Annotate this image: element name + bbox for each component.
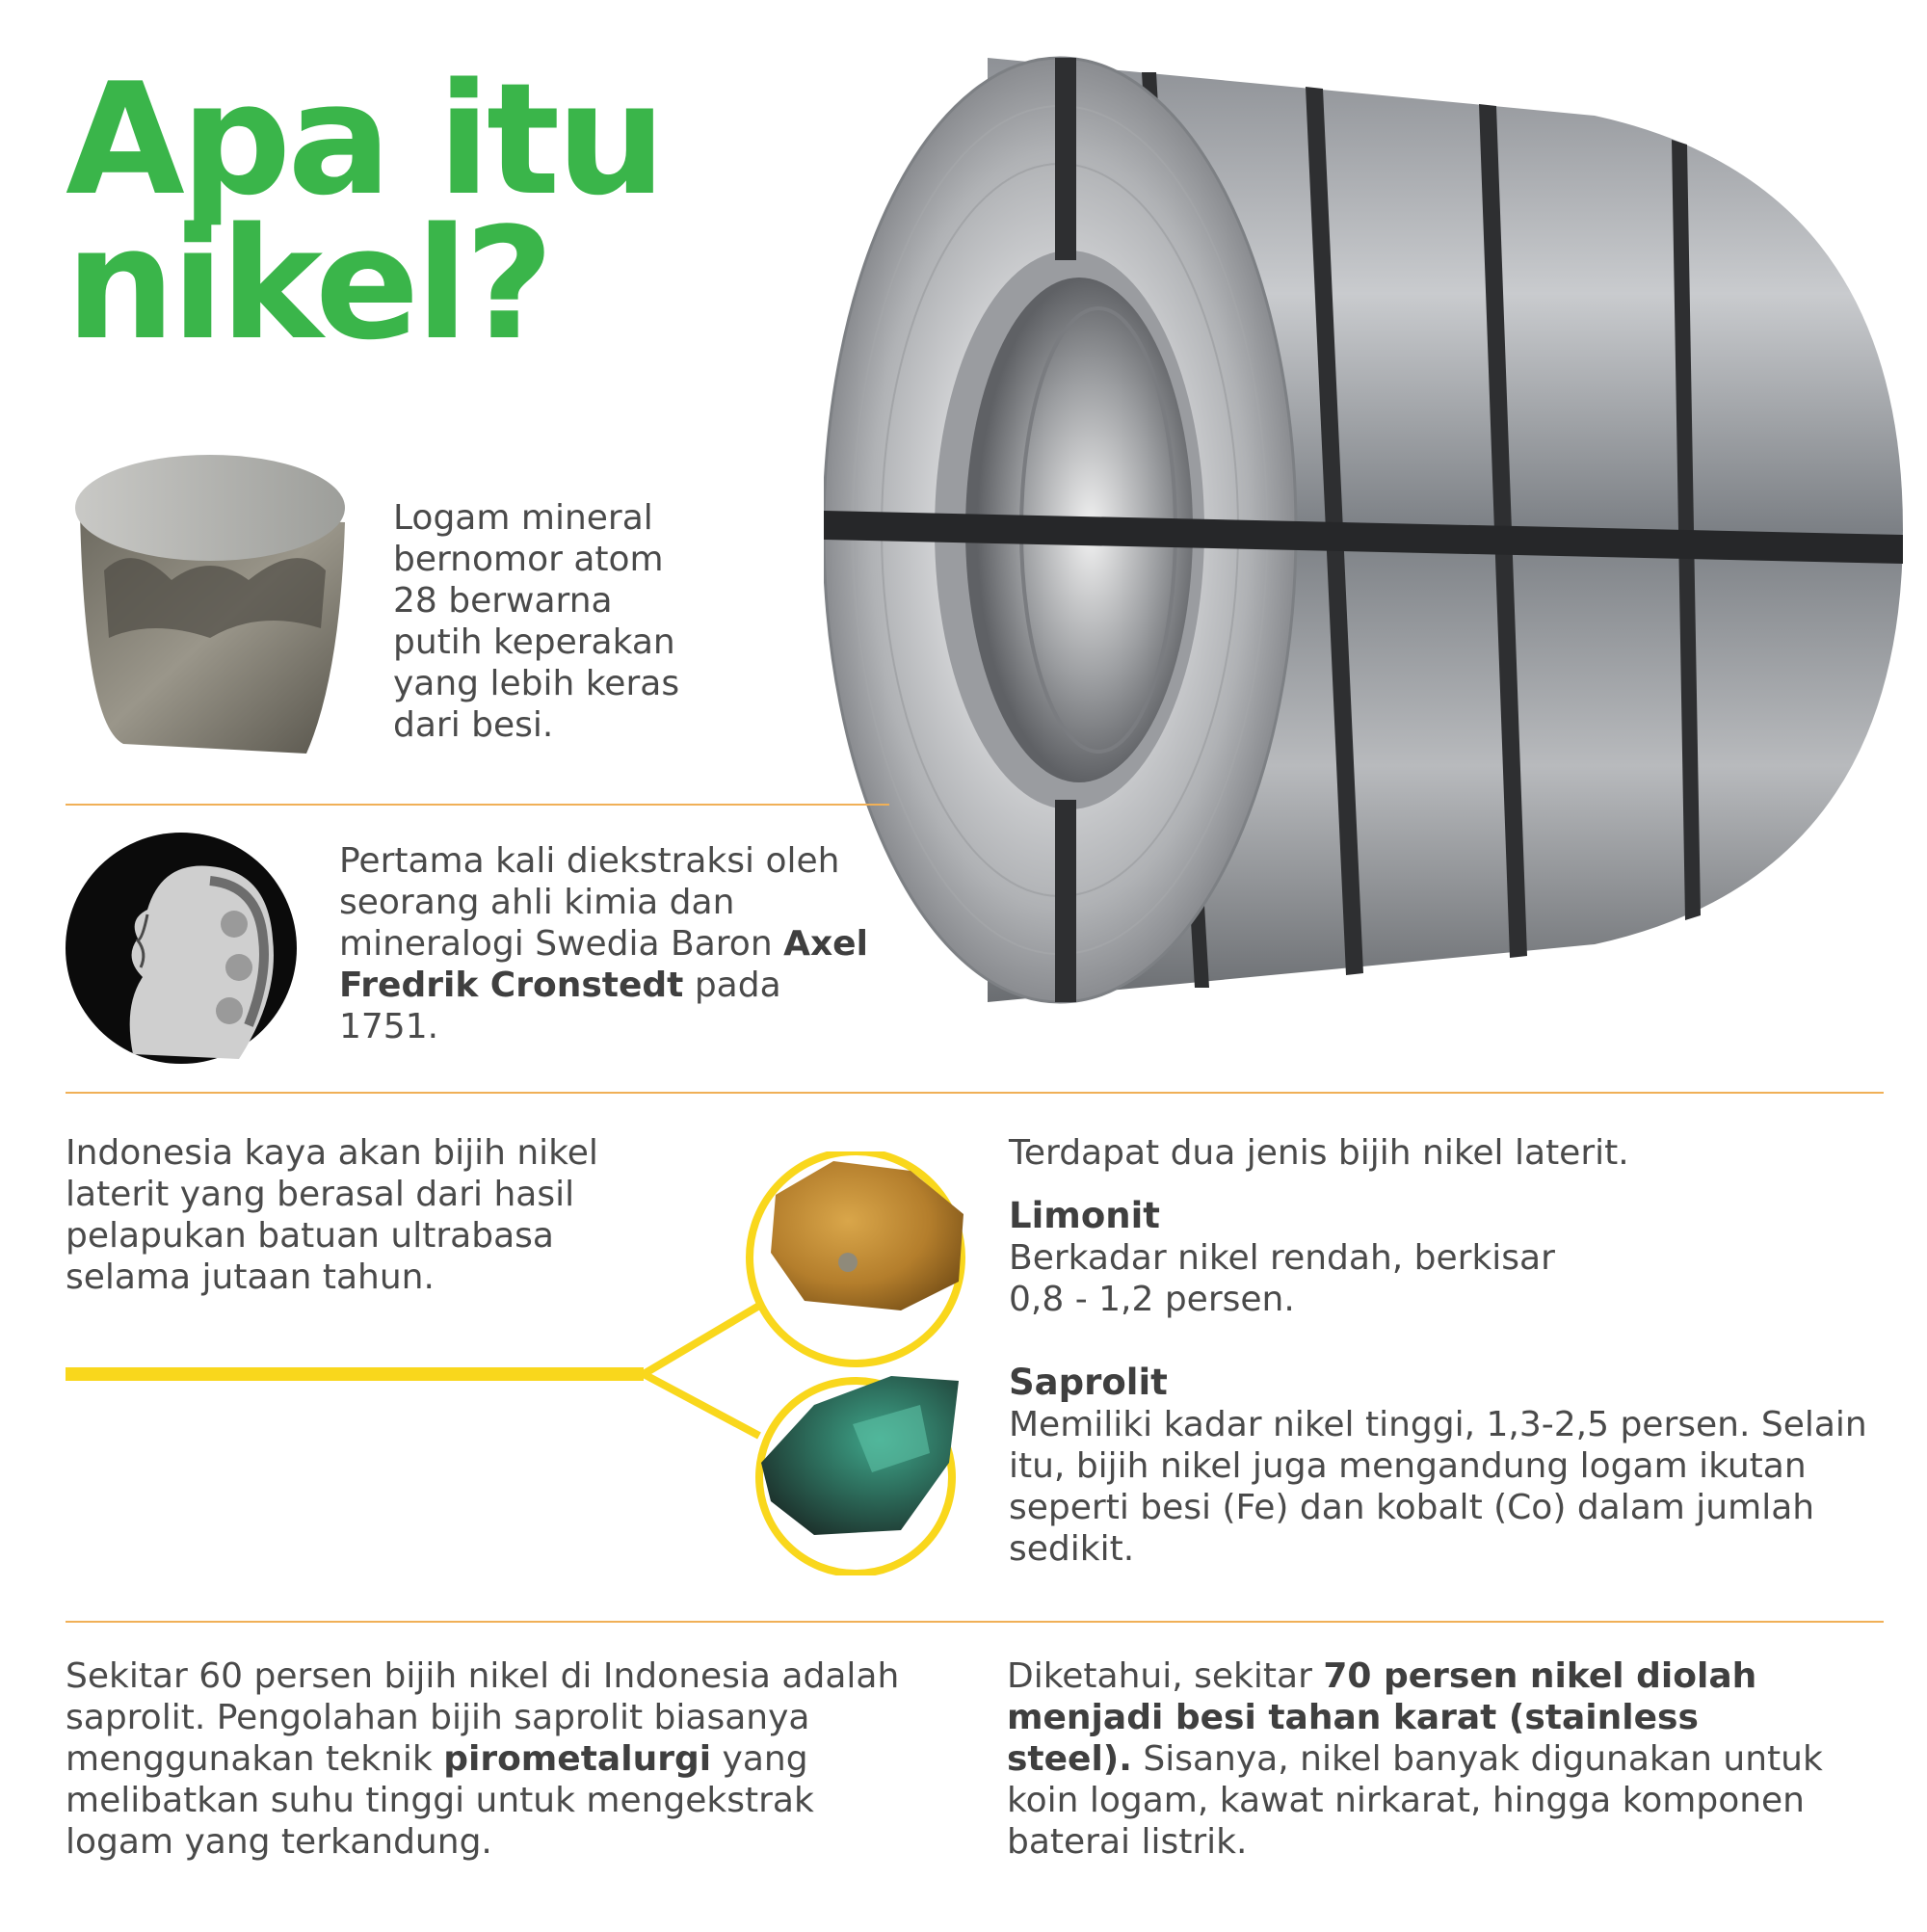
page-title: [66, 49, 663, 374]
processing-technique: pirometalurgi: [443, 1739, 712, 1779]
processing-text-before: Sekitar 60 persen bijih nikel di Indonesia adalah saprolit. Pengolahan bijih saprolit biasanya menggunakan teknik: [66, 1656, 900, 1779]
cronstedt-portrait: [66, 833, 297, 1064]
indonesia-laterite-text: Indonesia kaya akan bijih nikel laterit yang berasal dari hasil pelapukan batuan ultrabasa selama jutaan tahun.: [66, 1133, 598, 1297]
ore-types-intro: Terdapat dua jenis bijih nikel laterit.: [1009, 1133, 1629, 1173]
discoverer-name: Axel Fredrik Cronstedt: [339, 924, 868, 1005]
saprolit-description: Memiliki kadar nikel tinggi, 1,3-2,5 persen. Selain itu, bijih nikel juga mengandung logam ikutan seperti besi (Fe) dan kobalt (Co) dalam jumlah sedikit.: [1009, 1405, 1867, 1569]
divider-3: [66, 1621, 1884, 1623]
usage-text-after: Sisanya, nikel banyak digunakan untuk koin logam, kawat nirkarat, hingga komponen baterai listrik.: [1007, 1739, 1823, 1862]
limonit-description: Berkadar nikel rendah, berkisar 0,8 - 1,2 persen.: [1009, 1238, 1555, 1319]
limonite-rock-photo: [766, 1156, 973, 1315]
divider-1: [66, 804, 889, 806]
steel-coil-photo: [824, 48, 1917, 1041]
discovery-text-before: Pertama kali diekstraksi oleh seorang ahli kimia dan mineralogi Swedia Baron: [339, 841, 840, 964]
nickel-sample-photo: [66, 436, 350, 763]
usage-text-before: Diketahui, sekitar: [1007, 1656, 1312, 1696]
discovery-text: [339, 840, 879, 1047]
usage-highlight: 70 persen nikel diolah menjadi besi tahan karat (stainless steel).: [1007, 1656, 1757, 1779]
saprolite-rock-photo: [756, 1366, 964, 1540]
divider-2: [66, 1092, 1884, 1094]
nickel-definition-text: Logam mineral bernomor atom 28 berwarna putih keperakan yang lebih keras dari besi.: [393, 498, 680, 745]
saprolit-processing-text: [66, 1655, 913, 1863]
saprolit-heading: Saprolit: [1009, 1362, 1168, 1403]
title-line-1: Apa itu: [66, 49, 663, 229]
limonit-heading: Limonit: [1009, 1195, 1160, 1236]
discovery-text-after: pada 1751.: [339, 966, 781, 1046]
processing-text-after: yang melibatkan suhu tinggi untuk mengekstrak logam yang terkandung.: [66, 1739, 814, 1862]
nickel-usage-text: [1007, 1655, 1835, 1863]
title-line-2: nikel?: [66, 194, 551, 374]
